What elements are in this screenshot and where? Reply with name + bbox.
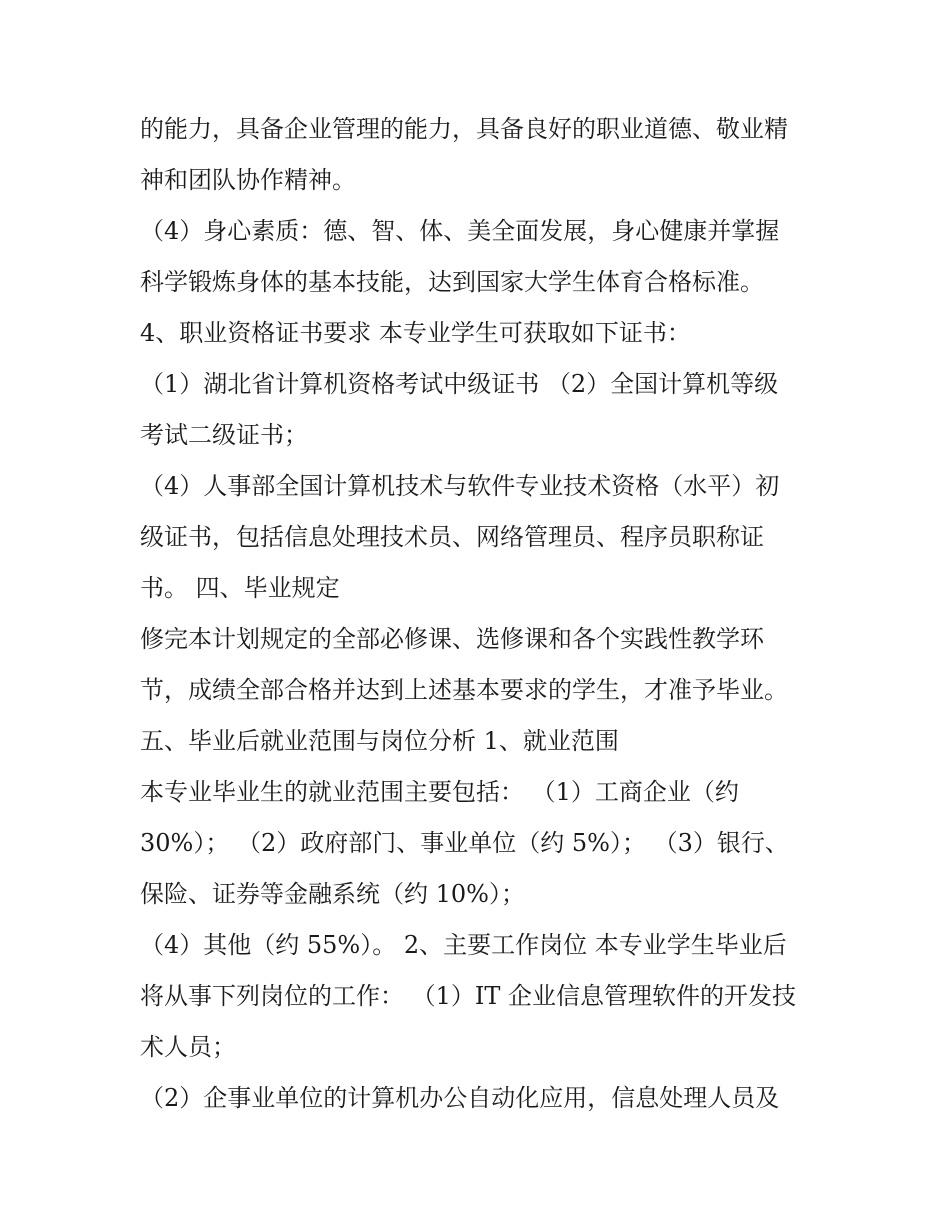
- text-line-5: 4、职业资格证书要求 本专业学生可获取如下证书：: [140, 319, 691, 347]
- text-line-10: 书。 四、毕业规定: [140, 574, 340, 602]
- text-line-4: 科学锻炼身体的基本技能，达到国家大学生体育合格标准。: [140, 268, 764, 296]
- text-line-2: 神和团队协作精神。: [140, 166, 356, 194]
- text-line-9: 级证书，包括信息处理技术员、网络管理员、程序员职称证: [140, 523, 764, 551]
- text-line-12: 节，成绩全部合格并达到上述基本要求的学生，才准予毕业。: [140, 676, 788, 704]
- text-line-15: 30%）； （2）政府部门、事业单位（约 5%）； （3）银行、: [140, 829, 789, 857]
- text-line-6: （1）湖北省计算机资格考试中级证书 （2）全国计算机等级: [140, 370, 779, 398]
- text-line-7: 考试二级证书；: [140, 421, 308, 449]
- text-line-3: （4）身心素质：德、智、体、美全面发展，身心健康并掌握: [140, 217, 780, 245]
- text-line-19: 术人员；: [140, 1033, 236, 1061]
- text-line-18: 将从事下列岗位的工作： （1）IT 企业信息管理软件的开发技: [140, 982, 797, 1010]
- text-line-13: 五、毕业后就业范围与岗位分析 1、就业范围: [140, 727, 619, 755]
- text-line-8: （4）人事部全国计算机技术与软件专业技术资格（水平）初: [140, 472, 780, 500]
- text-line-11: 修完本计划规定的全部必修课、选修课和各个实践性教学环: [140, 625, 764, 653]
- text-line-1: 的能力，具备企业管理的能力，具备良好的职业道德、敬业精: [140, 115, 788, 143]
- text-line-17: （4）其他（约 55%）。 2、主要工作岗位 本专业学生毕业后: [140, 931, 787, 959]
- text-line-20: （2）企事业单位的计算机办公自动化应用，信息处理人员及: [140, 1084, 780, 1112]
- text-line-14: 本专业毕业生的就业范围主要包括： （1）工商企业（约: [140, 778, 739, 806]
- text-line-16: 保险、证券等金融系统（约 10%）；: [140, 880, 525, 908]
